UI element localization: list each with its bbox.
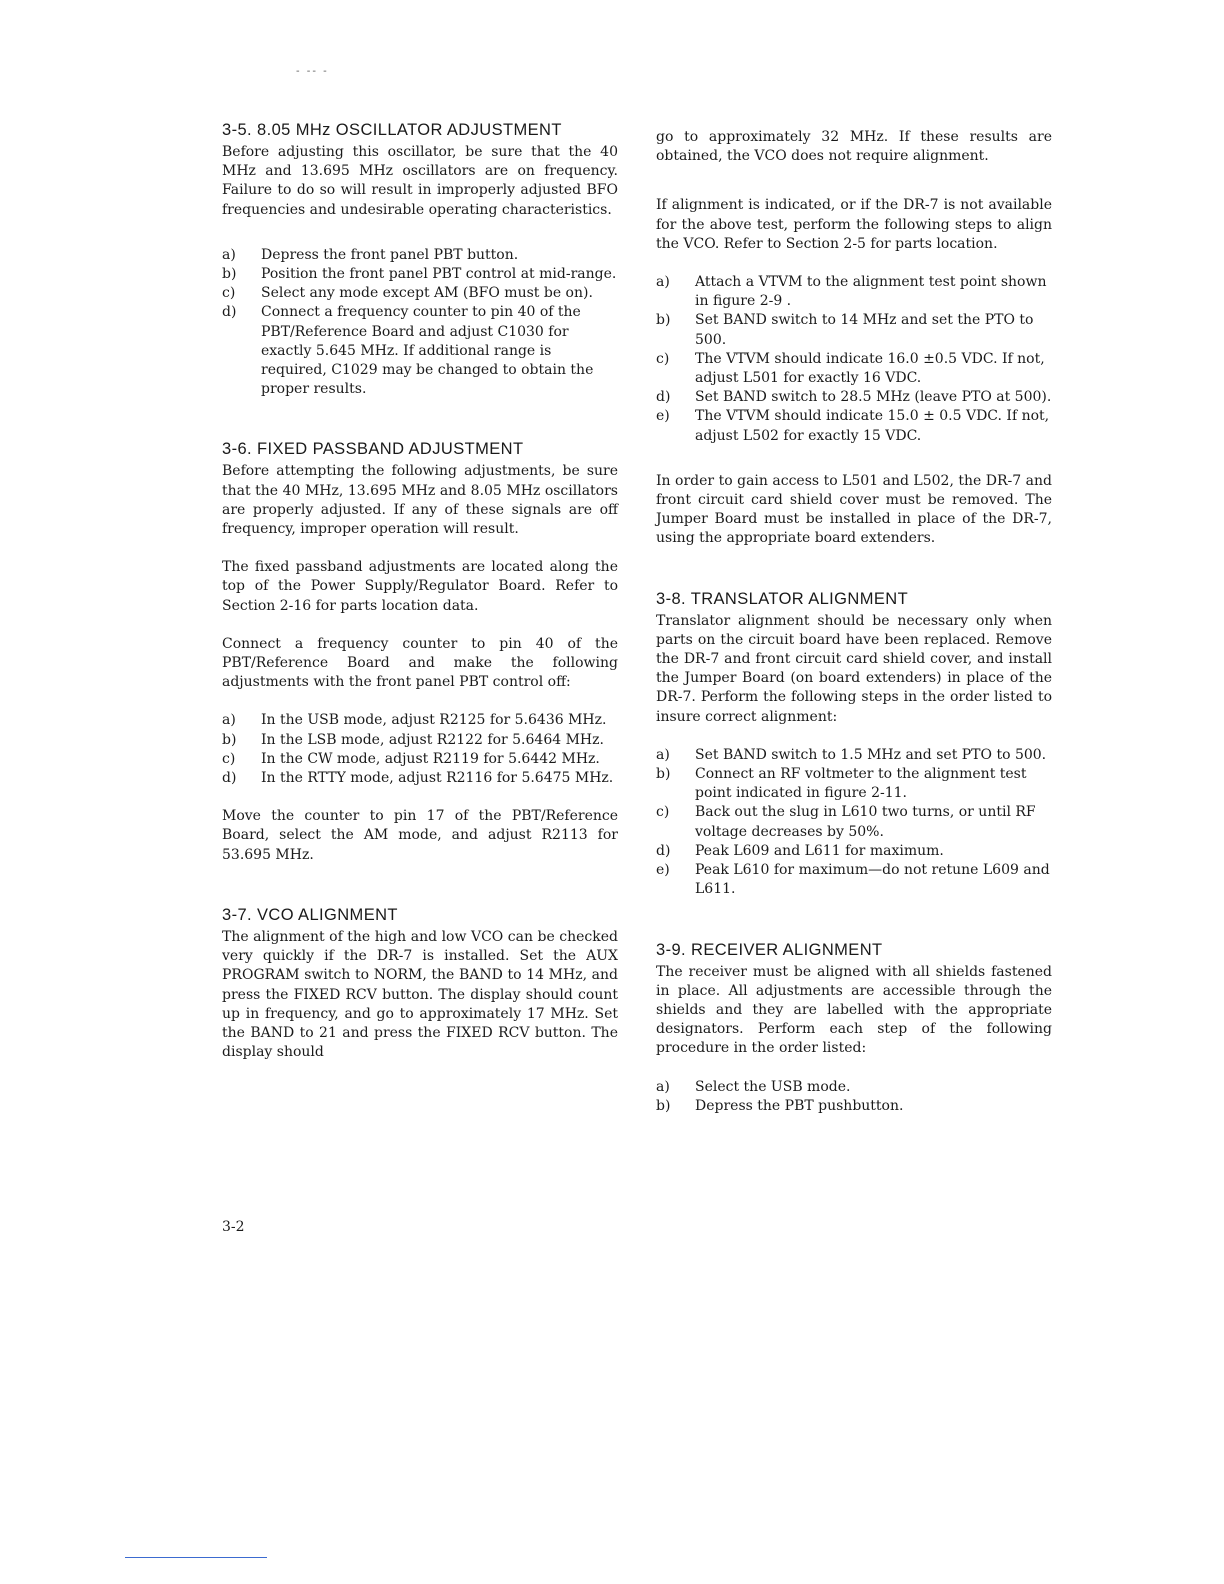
step-list: [222, 711, 618, 788]
step-item: c) Select any mode except AM (BFO must be on).: [222, 285, 593, 302]
step-item: c) Back out the slug in L610 two turns, or until RF voltage decreases by 50%.: [656, 804, 1036, 840]
step-item: a) Attach a VTVM to the alignment test point shown in figure 2-9 .: [656, 274, 1047, 310]
section-3-7: [222, 905, 618, 1062]
step-item: e) Peak L610 for maximum—do not retune L609 and L611.: [656, 862, 1050, 898]
section-paragraph: Move the counter to pin 17 of the PBT/Reference Board, select the AM mode, and adjust R2113 for 53.695 MHz.: [222, 808, 618, 863]
section-heading: 3-6. FIXED PASSBAND ADJUSTMENT: [222, 440, 524, 459]
section-heading: 3-7. VCO ALIGNMENT: [222, 905, 398, 924]
step-item: b) Depress the PBT pushbutton.: [656, 1097, 904, 1114]
step-item: d) Set BAND switch to 28.5 MHz (leave PTO at 500).: [656, 389, 1052, 406]
step-list: [656, 273, 1052, 446]
right-column: [656, 120, 1052, 1116]
step-item: a) In the USB mode, adjust R2125 for 5.6436 MHz.: [222, 712, 607, 729]
step-item: a) Select the USB mode.: [656, 1078, 851, 1095]
step-item: b) In the LSB mode, adjust R2122 for 5.6464 MHz.: [222, 731, 604, 748]
section-paragraph: In order to gain access to L501 and L502, the DR-7 and front circuit card shield cover must be removed. The Jumper Board must be installed in place of the DR-7, using the appropriate board extenders.: [656, 472, 1052, 547]
section-paragraph: The alignment of the high and low VCO can be checked very quickly if the DR-7 is installed. Set the AUX PROGRAM switch to NORM, the BAND to 14 MHz, and press the FIXED RCV button. The display should count up in frequency, and go to approximately 17 MHz. Set the BAND to 21 and press the FIXED RCV button. The display should: [222, 928, 618, 1061]
step-item: d) Peak L609 and L611 for maximum.: [656, 842, 944, 859]
step-item: c) The VTVM should indicate 16.0 ±0.5 VDC. If not, adjust L501 for exactly 16 VDC.: [656, 350, 1045, 387]
section-heading: 3-8. TRANSLATOR ALIGNMENT: [656, 589, 909, 608]
section-paragraph: Before adjusting this oscillator, be sure that the 40 MHz and 13.695 MHz oscillators are on frequency. Failure to do so will result in improperly adjusted BFO frequencies and undesirable operating characteristics.: [222, 144, 618, 218]
step-item: b) Position the front panel PBT control at mid-range.: [222, 266, 617, 283]
step-list: [656, 1078, 1052, 1116]
step-list: [656, 746, 1052, 900]
left-column: [222, 120, 618, 1062]
step-item: b) Connect an RF voltmeter to the alignment test point indicated in figure 2-11.: [656, 766, 1027, 802]
section-paragraph: Translator alignment should be necessary only when parts on the circuit board have been replaced. Remove the DR-7 and front circuit card shield cover, and install the Jumper Board (on board extenders) in place of the DR-7. Perform the following steps in the order listed to insure correct alignment:: [656, 612, 1052, 725]
section-3-6: [222, 439, 618, 864]
section-paragraph: If alignment is indicated, or if the DR-7 is not available for the above test, perform the following steps to align the VCO. Refer to Section 2-5 for parts location.: [656, 197, 1052, 252]
section-paragraph: go to approximately 32 MHz. If these results are obtained, the VCO does not require alignment.: [656, 129, 1052, 165]
section-heading: 3-9. RECEIVER ALIGNMENT: [656, 940, 883, 959]
section-paragraph: The receiver must be aligned with all shields fastened in place. All adjustments are accessible through the shields and they are labelled with the appropriate designators. Perform each step of the following procedure in the order listed:: [656, 963, 1052, 1057]
section-heading: 3-5. 8.05 MHz OSCILLATOR ADJUSTMENT: [222, 121, 562, 139]
section-3-8: [656, 589, 1052, 900]
step-item: d) In the RTTY mode, adjust R2116 for 5.6475 MHz.: [222, 770, 614, 787]
step-item: d) Connect a frequency counter to pin 40 of the PBT/Reference Board and adjust C1030 for exactly 5.645 MHz. If additional range is required, C1029 may be changed to obtain the proper results.: [222, 304, 594, 398]
step-item: c) In the CW mode, adjust R2119 for 5.6442 MHz.: [222, 750, 600, 767]
section-3-9: [656, 940, 1052, 1116]
step-list: [222, 246, 618, 400]
scan-artifact: - -- -: [296, 66, 329, 77]
page-number: 3-2: [222, 1219, 245, 1235]
step-item: a) Set BAND switch to 1.5 MHz and set PTO to 500.: [656, 746, 1047, 763]
section-paragraph: Connect a frequency counter to pin 40 of the PBT/Reference Board and make the following adjustments with the front panel PBT control off:: [222, 635, 618, 691]
section-paragraph: The fixed passband adjustments are located along the top of the Power Supply/Regulator Board. Refer to Section 2-16 for parts location data.: [222, 559, 618, 614]
step-item: e) The VTVM should indicate 15.0 ± 0.5 VDC. If not, adjust L502 for exactly 15 VDC.: [656, 408, 1050, 444]
step-item: a) Depress the front panel PBT button.: [222, 246, 519, 263]
footer-rule: [125, 1557, 267, 1558]
step-item: b) Set BAND switch to 14 MHz and set the PTO to 500.: [656, 312, 1034, 348]
section-paragraph: Before attempting the following adjustments, be sure that the 40 MHz, 13.695 MHz and 8.05 MHz oscillators are properly adjusted. If any of these signals are off frequency, improper operation will result.: [222, 463, 618, 538]
section-3-5: [222, 120, 618, 399]
